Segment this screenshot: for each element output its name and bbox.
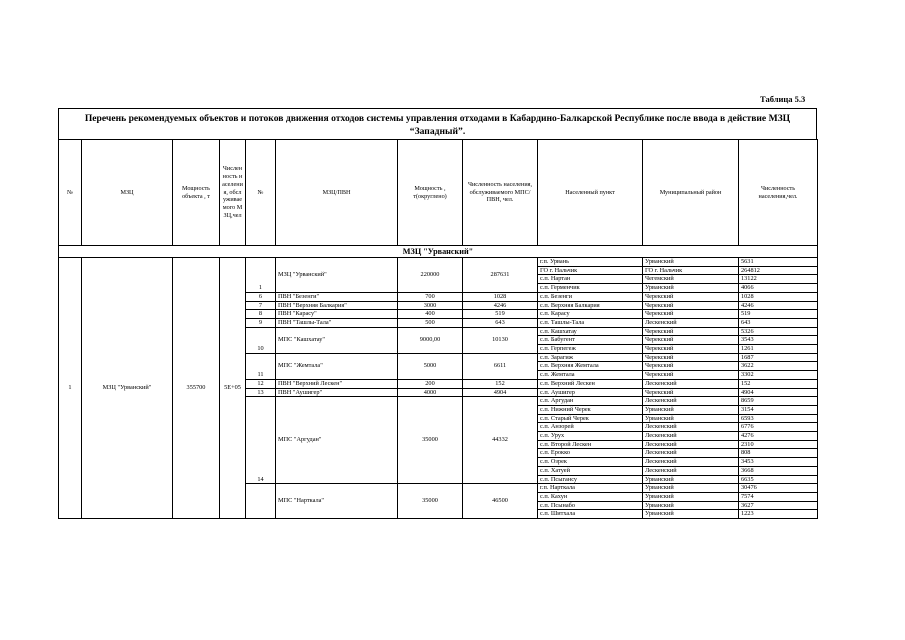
cell-population: 30476 <box>739 484 818 493</box>
cell-settlement: с.п. Ерокко <box>538 449 643 458</box>
cell-district: Урванский <box>643 510 739 519</box>
facility-capacity: 500 <box>398 318 463 327</box>
group-num: 1 <box>59 258 82 519</box>
group-population: 5E+05 <box>220 258 246 519</box>
cell-district: Лескенский <box>643 318 739 327</box>
cell-settlement: с.п. Нижний Черек <box>538 405 643 414</box>
facility-capacity: 3000 <box>398 301 463 310</box>
cell-population: 7574 <box>739 492 818 501</box>
cell-district: Чегемский <box>643 275 739 284</box>
cell-settlement: с.п. Жемтала <box>538 371 643 380</box>
facility-name: МПС "Жемтала" <box>276 353 398 379</box>
facility-population: 287631 <box>463 258 538 293</box>
cell-district: Лескенский <box>643 423 739 432</box>
cell-district: Лескенский <box>643 458 739 467</box>
facility-num: 14 <box>246 397 276 484</box>
cell-population: 3627 <box>739 501 818 510</box>
facility-num: 1 <box>246 258 276 293</box>
facility-name: МПС "Кашхатау" <box>276 327 398 353</box>
cell-settlement: с.п. Второй Лескен <box>538 440 643 449</box>
cell-district: Черекский <box>643 353 739 362</box>
cell-district: Урванский <box>643 501 739 510</box>
facility-capacity: 200 <box>398 379 463 388</box>
cell-population: 3453 <box>739 458 818 467</box>
cell-district: Урванский <box>643 284 739 293</box>
cell-district: Урванский <box>643 492 739 501</box>
facility-capacity: 9000,00 <box>398 327 463 353</box>
cell-population: 519 <box>739 310 818 319</box>
facility-capacity: 220000 <box>398 258 463 293</box>
cell-population: 4904 <box>739 388 818 397</box>
cell-population: 808 <box>739 449 818 458</box>
cell-district: ГО г. Нальчик <box>643 266 739 275</box>
facility-num: 9 <box>246 318 276 327</box>
cell-settlement: с.п. Кашхатау <box>538 327 643 336</box>
cell-settlement: с.п. Псыгансу <box>538 475 643 484</box>
cell-population: 6593 <box>739 414 818 423</box>
cell-settlement: с.п. Озрек <box>538 458 643 467</box>
facility-population: 643 <box>463 318 538 327</box>
cell-settlement: с.п. Урух <box>538 432 643 441</box>
facility-capacity: 35000 <box>398 397 463 484</box>
header-district: Муниципальный район <box>643 140 739 246</box>
cell-district: Черекский <box>643 362 739 371</box>
cell-population: 6776 <box>739 423 818 432</box>
cell-population: 1223 <box>739 510 818 519</box>
cell-district: Лескенский <box>643 432 739 441</box>
cell-population: 3622 <box>739 362 818 371</box>
header-row <box>59 140 818 246</box>
facility-population: 4904 <box>463 388 538 397</box>
cell-population: 6635 <box>739 475 818 484</box>
cell-settlement: с.п. Аргудан <box>538 397 643 406</box>
cell-settlement: с.п. Шитхала <box>538 510 643 519</box>
cell-settlement: с.п. Герменчик <box>538 284 643 293</box>
cell-population: 13122 <box>739 275 818 284</box>
cell-district: Урванский <box>643 484 739 493</box>
cell-settlement: с.п. Старый Черек <box>538 414 643 423</box>
header-population-mps: Численность населения, обслуживаемого МПС/ПВН, чел. <box>463 140 538 246</box>
cell-settlement: с.п. Кахун <box>538 492 643 501</box>
cell-population: 1028 <box>739 292 818 301</box>
cell-settlement: с.п. Псынабо <box>538 501 643 510</box>
cell-district: Урванский <box>643 405 739 414</box>
table-row <box>59 258 818 267</box>
header-mzc: МЗЦ <box>82 140 173 246</box>
cell-population: 4066 <box>739 284 818 293</box>
cell-population: 8659 <box>739 397 818 406</box>
cell-district: Черекский <box>643 371 739 380</box>
facility-population: 4246 <box>463 301 538 310</box>
facility-num: 11 <box>246 353 276 379</box>
facility-name: МПС "Аргудан" <box>276 397 398 484</box>
facility-population: 519 <box>463 310 538 319</box>
cell-district: Черекский <box>643 388 739 397</box>
cell-population: 3154 <box>739 405 818 414</box>
facility-name: ПВН "Аушигер" <box>276 388 398 397</box>
cell-settlement: с.п. Верхняя Балкария <box>538 301 643 310</box>
facility-num <box>246 484 276 519</box>
cell-district: Лескенский <box>643 379 739 388</box>
cell-population: 3302 <box>739 371 818 380</box>
cell-settlement: с.п. Нартан <box>538 275 643 284</box>
facility-num: 13 <box>246 388 276 397</box>
cell-district: Черекский <box>643 336 739 345</box>
cell-settlement: ГО г. Нальчик <box>538 266 643 275</box>
facility-num: 12 <box>246 379 276 388</box>
facility-capacity: 400 <box>398 310 463 319</box>
facility-name: ПВН "Карасу" <box>276 310 398 319</box>
cell-district: Урванский <box>643 475 739 484</box>
facility-name: ПВН "Ташлы-Тала" <box>276 318 398 327</box>
cell-settlement: с.п. Зарагиж <box>538 353 643 362</box>
cell-settlement: с.п. Ташлы-Тала <box>538 318 643 327</box>
cell-population: 1261 <box>739 345 818 354</box>
cell-population: 5326 <box>739 327 818 336</box>
cell-settlement: с.п. Карасу <box>538 310 643 319</box>
cell-settlement: с.п. Анзорей <box>538 423 643 432</box>
facility-population: 46500 <box>463 484 538 519</box>
cell-district: Черекский <box>643 327 739 336</box>
table-label: Таблица 5.3 <box>760 94 806 104</box>
cell-population: 264812 <box>739 266 818 275</box>
facility-num: 6 <box>246 292 276 301</box>
facility-name: МПС "Нарткала" <box>276 484 398 519</box>
facility-population: 1028 <box>463 292 538 301</box>
cell-district: Черекский <box>643 301 739 310</box>
facility-name: МЗЦ "Урванский" <box>276 258 398 293</box>
cell-population: 2310 <box>739 440 818 449</box>
cell-district: Черекский <box>643 310 739 319</box>
facility-population: 6611 <box>463 353 538 379</box>
facility-num: 7 <box>246 301 276 310</box>
cell-district: Лескенский <box>643 440 739 449</box>
facility-capacity: 4000 <box>398 388 463 397</box>
cell-settlement: с.п. Верхний Лескен <box>538 379 643 388</box>
cell-population: 643 <box>739 318 818 327</box>
cell-district: Урванский <box>643 258 739 267</box>
header-population: Численность населения,чел. <box>739 140 818 246</box>
header-num2: № <box>246 140 276 246</box>
cell-population: 152 <box>739 379 818 388</box>
document-title: Перечень рекомендуемых объектов и потоков движения отходов системы управления отходами в Кабардино-Балкарской Республике после ввода в действие МЗЦ “Западный”. <box>58 108 817 139</box>
cell-district: Черекский <box>643 345 739 354</box>
cell-district: Урванский <box>643 414 739 423</box>
header-capacity2: Мощность , т(округлено) <box>398 140 463 246</box>
group-mzc: МЗЦ "Урванский" <box>82 258 173 519</box>
facility-capacity: 35000 <box>398 484 463 519</box>
cell-population: 4246 <box>739 301 818 310</box>
facility-population: 152 <box>463 379 538 388</box>
cell-population: 1687 <box>739 353 818 362</box>
cell-district: Лескенский <box>643 397 739 406</box>
facility-name: ПВН "Верхняя Балкария" <box>276 301 398 310</box>
cell-settlement: г.п. Урвань <box>538 258 643 267</box>
header-num: № <box>59 140 82 246</box>
cell-settlement: с.п. Аушигер <box>538 388 643 397</box>
facility-name: ПВН "Безенги" <box>276 292 398 301</box>
cell-settlement: с.п. Герпегеж <box>538 345 643 354</box>
facility-population: 10130 <box>463 327 538 353</box>
facility-population: 44332 <box>463 397 538 484</box>
cell-settlement: с.п. Верхняя Жемтала <box>538 362 643 371</box>
cell-district: Черекский <box>643 292 739 301</box>
group-capacity: 355700 <box>173 258 220 519</box>
facility-capacity: 5000 <box>398 353 463 379</box>
facility-num: 10 <box>246 327 276 353</box>
cell-district: Лескенский <box>643 449 739 458</box>
header-settlement: Населенный пункт <box>538 140 643 246</box>
header-population-mzc: Численность населения, обслуживаемого МЗЦ,чел <box>220 140 246 246</box>
section-row <box>59 246 818 258</box>
cell-settlement: с.п. Бабугент <box>538 336 643 345</box>
cell-population: 3543 <box>739 336 818 345</box>
cell-settlement: г.п. Нарткала <box>538 484 643 493</box>
facility-capacity: 700 <box>398 292 463 301</box>
section-title: МЗЦ "Урванский" <box>59 246 818 258</box>
cell-population: 5631 <box>739 258 818 267</box>
facility-name: ПВН "Верхний Лескен" <box>276 379 398 388</box>
cell-population: 4276 <box>739 432 818 441</box>
header-capacity: Мощность объекта , т <box>173 140 220 246</box>
data-table <box>58 139 818 519</box>
header-mps: МЗЦ/ПВН <box>276 140 398 246</box>
cell-settlement: с.п. Хатуей <box>538 466 643 475</box>
cell-district: Лескенский <box>643 466 739 475</box>
cell-population: 3668 <box>739 466 818 475</box>
facility-num: 8 <box>246 310 276 319</box>
cell-settlement: с.п. Безенги <box>538 292 643 301</box>
